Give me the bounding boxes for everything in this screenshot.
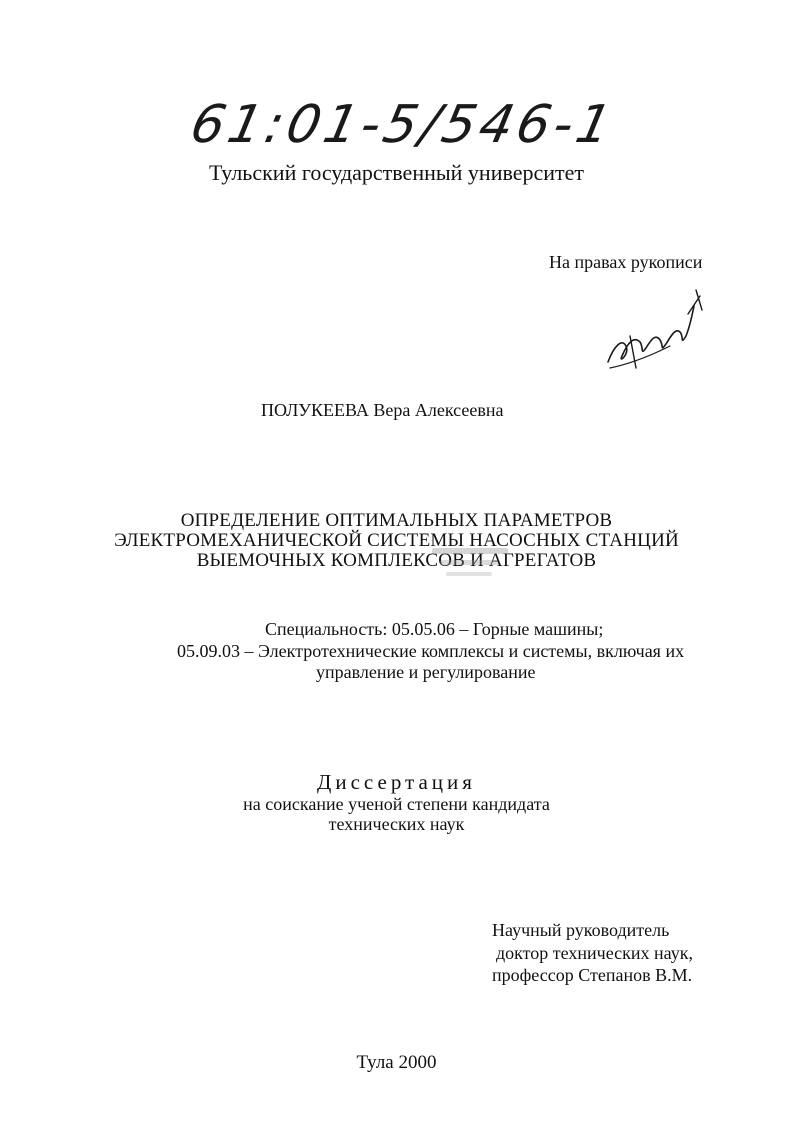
- advisor-line-3: профессор Степанов В.М.: [492, 965, 693, 985]
- rights-note: На правах рукописи: [549, 252, 703, 272]
- advisor-line-1: Научный руководитель: [492, 920, 670, 940]
- dissertation-heading: Диссертация: [317, 770, 476, 794]
- title-line-3: ВЫЕМОЧНЫХ КОМПЛЕКСОВ И АГРЕГАТОВ: [196, 550, 597, 571]
- author-name: ПОЛУКЕЕВА Вера Алексеевна: [261, 400, 504, 420]
- title-line-2: ЭЛЕКТРОМЕХАНИЧЕСКОЙ СИСТЕМЫ НАСОСНЫХ СТАНЦИЙ: [114, 530, 679, 551]
- archive-number-handwritten: [185, 86, 621, 158]
- degree-line-1: на соискание ученой степени кандидата: [243, 794, 550, 814]
- advisor-line-2: доктор технических наук,: [496, 943, 693, 963]
- city-year: Тула 2000: [356, 1052, 437, 1073]
- specialty-line-1: Специальность: 05.05.06 – Горные машины;: [265, 619, 604, 639]
- title-line-1: ОПРЕДЕЛЕНИЕ ОПТИМАЛЬНЫХ ПАРАМЕТРОВ: [180, 510, 613, 531]
- university-name: Тульский государственный университет: [208, 160, 585, 185]
- archive-number-svg: [185, 86, 621, 158]
- specialty-line-2: 05.09.03 – Электротехнические комплексы и системы, включая их: [177, 641, 685, 661]
- degree-line-2: технических наук: [328, 814, 465, 834]
- archive-number-text: 61:01-5/546-1: [185, 94, 621, 155]
- signature-handwritten: [600, 276, 710, 376]
- specialty-line-3: управление и регулирование: [316, 662, 536, 682]
- faded-stamp-marks: [430, 544, 510, 584]
- signature-scribble: [600, 276, 710, 376]
- faded-stamp: [430, 544, 510, 584]
